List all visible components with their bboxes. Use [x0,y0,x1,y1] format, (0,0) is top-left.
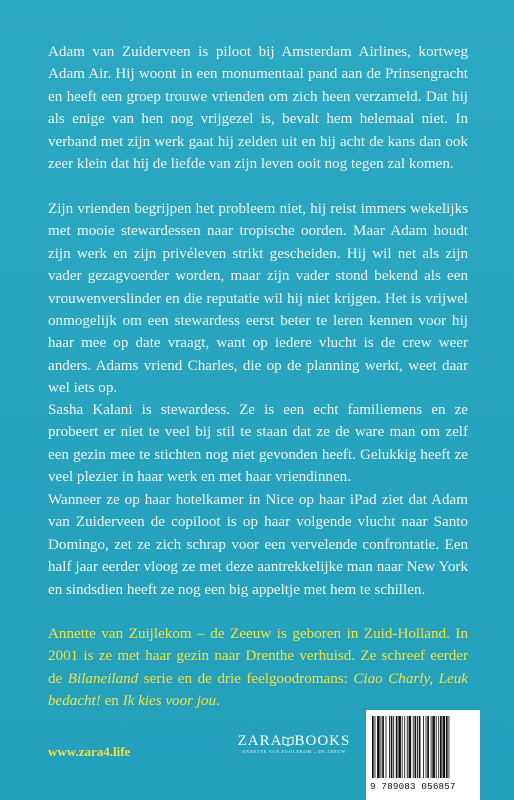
barcode-bar [407,716,408,778]
author-bio-text-3: en [100,693,123,710]
blurb-paragraph-2: Zijn vrienden begrijpen het probleem niet, hij reist immers wekelijks met mooie stewardessen naar tropische oorden. Maar Adam houdt zijn werk en zijn privéleven strikt gescheiden. Hij wil net als zijn vader gezagvoerder worden, maar zijn vader stond bekend als een vrouwenverslinder en die reputatie wil hij niet krijgen. Het is vrijwel onmogelijk om een stewardess eerst beter te leren kennen voor hij haar mee op date vraagt, want op iedere vlucht is de crew weer anders. Adams vriend Charles, die op de planning werkt, weet daar wel iets op. [48,201,468,397]
blurb-paragraph-4: Wanneer ze op haar hotelkamer in Nice op haar iPad ziet dat Adam van Zuiderveen de copiloot is op haar volgende vlucht naar Santo Domingo, zet ze zich schrap voor een vervelende confrontatie. Een half jaar eerder vloog ze met deze aantrekkelijke man naar New York en sindsdien heeft ze nog een big appeltje met hem te schillen. [48,492,468,598]
barcode-bar [375,716,376,778]
barcode-bar [413,716,414,778]
blurb-paragraph-3: Sasha Kalani is stewardess. Ze is een echt familiemens en ze probeert er niet te veel bij stil te staan dat ze de ware man om zelf een gezin mee te stichten nog niet gevonden heeft. Gelukkig heeft ze veel plezier in haar werk en met haar vriendinnen. [48,402,468,486]
publisher-logo [232,733,356,755]
barcode-bar [432,716,435,778]
blurb-paragraph-1: Adam van Zuiderveen is piloot bij Amsterdam Airlines, kortweg Adam Air. Hij woont in een monumentaal pand aan de Prinsengracht en heeft een groep trouwe vrienden om zich heen verzameld. Dat hij als enige van hen nog vrijgezel is, bevalt hem helemaal niet. In verband met zijn werk gaat hij zelden uit en hij acht de kans dan ook zeer klein dat hij de liefde van zijn leven ooit nog tegen zal komen. [48,44,468,173]
barcode-bar [391,716,393,778]
barcode-bar [449,716,450,778]
barcode-bar [427,716,429,778]
barcode-bar [415,716,417,778]
author-bio-text-2: serie en de drie feelgoodromans: [138,670,354,687]
isbn-barcode [366,710,480,800]
barcode-bar [446,716,448,778]
book-title-1: Ciao Charly, Leuk bedacht! [48,670,468,710]
barcode-bar [443,716,446,778]
barcode-bar [419,716,421,778]
publisher-website-link[interactable]: www.zara4.life [48,744,131,759]
barcode-bar [438,716,439,778]
isbn-digits: 9 789083 056857 [370,781,456,792]
barcode-bar [381,716,382,778]
barcode-bar [377,716,380,778]
barcode-bar [396,716,398,778]
barcode-bar [382,716,384,778]
barcode-bar [393,716,394,778]
barcode-bar [431,716,432,778]
barcode-bar [402,716,403,778]
barcode-bar [389,716,390,778]
series-title: Bilaneiland [67,670,139,687]
barcode-bar [417,716,418,778]
barcode-bar [386,716,387,778]
barcode-bars [370,716,476,780]
barcode-bar [372,716,374,778]
book-icon [282,734,294,746]
author-bio-text-4: . [216,693,220,710]
book-title-2: Ik kies voor jou [122,693,217,710]
barcode-bar [440,716,442,778]
barcode-bar [398,716,401,778]
barcode-bar [423,716,424,778]
barcode-bar [436,716,437,778]
barcode-bar [426,716,427,778]
author-bio-text-1: Annette van Zuijlekom – de Zeeuw is geboren in Zuid-Holland. In 2001 is ze met haar gezin naar Drenthe verhuisd. Ze schreef eerder de [48,626,468,687]
barcode-bar [404,716,405,778]
barcode-bar [409,716,412,778]
author-bio [48,623,468,713]
publisher-tagline: ANNETTE VAN ZUIJLEKOM – DE ZEEUW [242,749,346,754]
publisher-name: ZARA BOOKS [237,733,351,749]
